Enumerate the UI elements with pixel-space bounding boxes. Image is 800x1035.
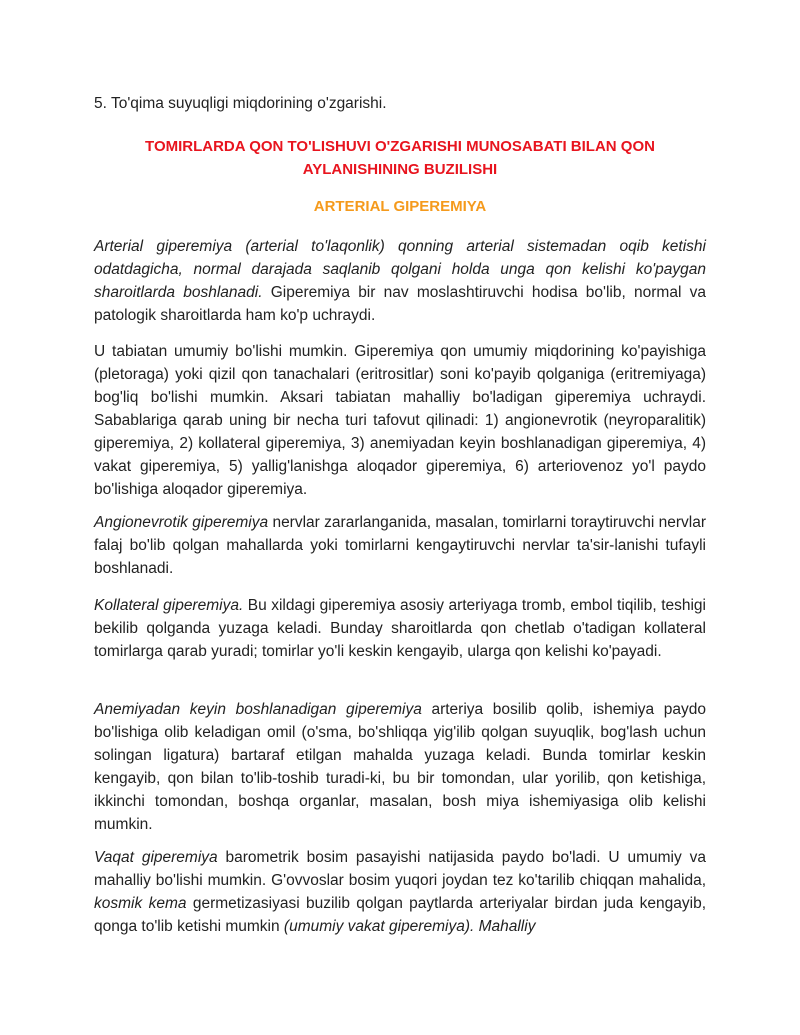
paragraph-angionevrotik — [94, 511, 706, 580]
paragraph-intro — [94, 235, 706, 327]
paragraph-kollateral-term: Kollateral giperemiya. — [94, 597, 244, 614]
list-item: 5. To'qima suyuqligi miqdorining o'zgarishi. — [94, 95, 387, 112]
paragraph-vakat-term: Vaqat giperemiya — [94, 849, 218, 866]
paragraph-intro-italic: Arterial giperemiya (arterial to'laqonlik) qonning arterial sistemadan oqib ketishi odatdagicha, normal darajada saqlanib qolgani holda unga qon kelishi ko'paygan sharoitlarda boshlanadi. — [94, 238, 706, 301]
paragraph-intro-text: Giperemiya bir nav moslashtiruvchi hodisa bo'lib, normal va patologik sharoitlarda ham ko'p uchraydi. — [94, 284, 706, 324]
paragraph-kollateral — [94, 594, 706, 663]
paragraph-types-text: U tabiatan umumiy bo'lishi mumkin. Giperemiya qon umumiy miqdorining ko'payishiga (pletoraga) yoki qizil qon tanachalari (eritrositlar) soni ko'payib qolganiga (eritremiyaga) bog'liq bo'lishi mumkin. Aksari tabiatan mahalliy bo'ladigan giperemiya uchraydi. Sabablariga qarab uning bir necha turi tafovut qilinadi: 1) angionevrotik (neyroparalitik) giperemiya, 2) kollateral giperemiya, 3) anemiyadan keyin boshlanadigan giperemiya, 4) vakat giperemiya, 5) yallig'lanishga aloqador giperemiya, 6) arteriovenoz yo'l paydo bo'lishiga aloqador giperemiya. — [94, 343, 706, 498]
section-heading: ARTERIAL GIPEREMIYA — [313, 198, 487, 215]
main-heading: TOMIRLARDA QON TO'LISHUVI O'ZGARISHI MUNOSABATI BILAN QON AYLANISHINING BUZILISHI — [145, 138, 655, 178]
paragraph-types — [94, 340, 706, 501]
paragraph-vakat-text: barometrik bosim pasayishi natijasida paydo bo'ladi. U umumiy va mahalliy bo'lishi mumkin. G'ovvoslar bosim yuqori joydan tez ko'tarilib chiqqan mahalida, — [94, 849, 706, 889]
paragraph-anemiyadan-text: arteriya bosilib qolib, ishemiya paydo bo'lishiga olib keladigan omil (o'sma, bo'shliqqa yig'ilib qolgan suyuqlik, bog'lash uchun solingan ligatura) bartaraf etilgan mahalda yuzaga keladi. Bunda tomirlar keskin kengayib, qon bilan to'lib-toshib turadi-ki, bu bir tomondan, ular yorilib, qon ketishiga, ikkinchi tomondan, boshqa organlar, masalan, bosh miya ishemiyasiga olib kelishi mumkin. — [94, 701, 706, 833]
paragraph-kollateral-text: Bu xildagi giperemiya asosiy arteriyaga tromb, embol tiqilib, teshigi bekilib qolganda yuzaga keladi. Bunday sharoitlarda qon chetlab o'tadigan kollateral tomirlarga qarab yuradi; tomirlar yo'li keskin kengayib, ularga qon kelishi ko'payadi. — [94, 597, 706, 660]
paragraph-vakat-text-2: germetizasiyasi buzilib qolgan paytlarda arteriyalar birdan juda kengayib, qonga to'lib ketishi mumkin — [94, 895, 706, 935]
paragraph-vakat-italic-kema: kosmik kema — [94, 895, 187, 912]
paragraph-angionevrotik-term: Angionevrotik giperemiya — [94, 514, 269, 531]
paragraph-vakat-italic-end: (umumiy vakat giperemiya). Mahalliy — [283, 918, 536, 935]
paragraph-angionevrotik-text: nervlar zararlanganida, masalan, tomirlarni toraytiruvchi nervlar falaj bo'lib qolgan mahallarda yoki tomirlarni kengaytiruvchi nervlar ta'sir-lanishi tufayli boshlanadi. — [94, 514, 706, 577]
paragraph-vakat — [94, 846, 706, 938]
paragraph-anemiyadan-term: Anemiyadan keyin boshlanadigan giperemiya — [94, 701, 422, 718]
paragraph-anemiyadan — [94, 698, 706, 836]
